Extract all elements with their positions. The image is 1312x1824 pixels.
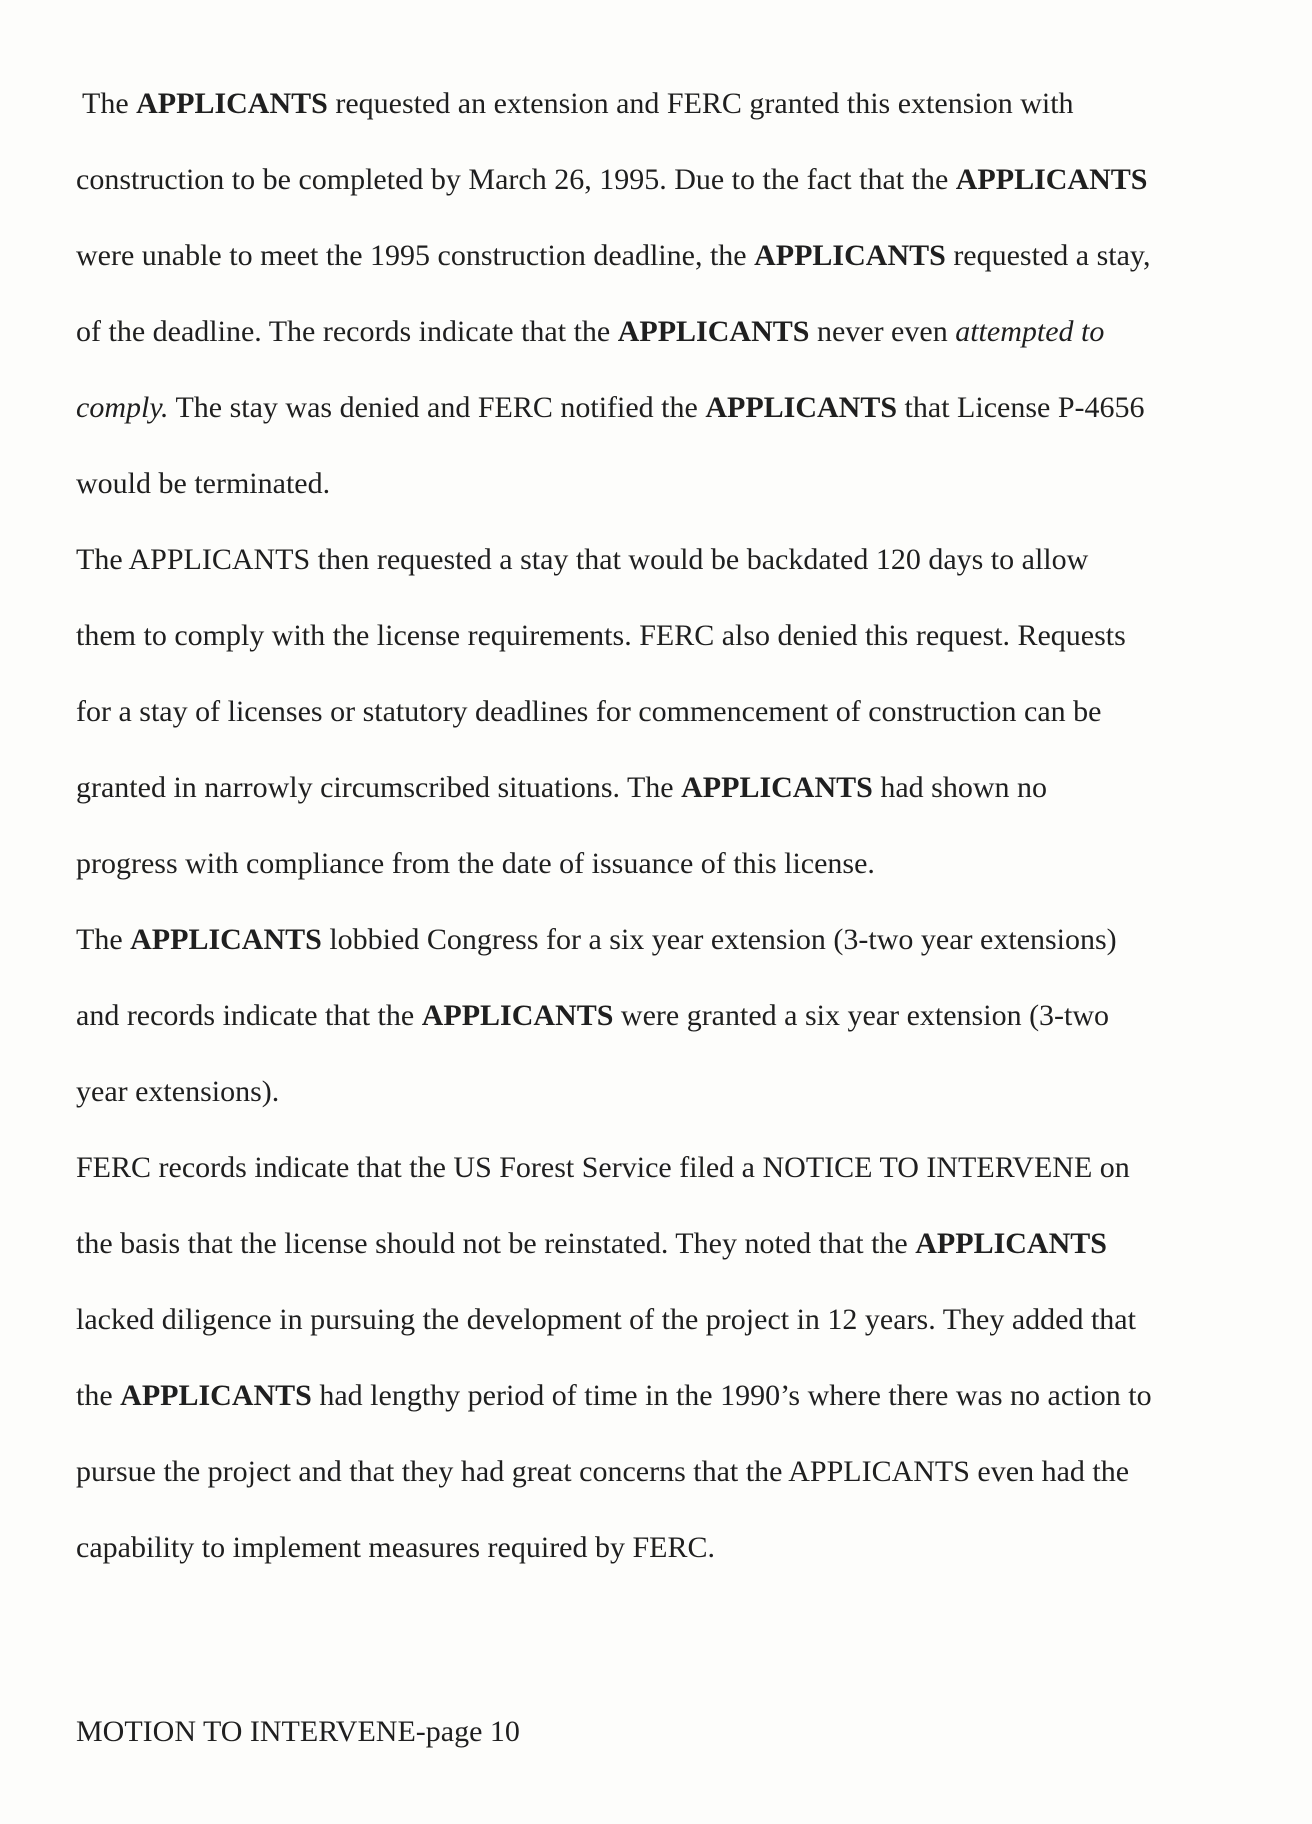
text-line-5: comply. The stay was denied and FERC notified the APPLICANTS that License P-4656 bbox=[76, 391, 1145, 424]
text-line-12: The APPLICANTS lobbied Congress for a six year extension (3-two year extensions) bbox=[76, 923, 1117, 956]
text-line-15: FERC records indicate that the US Forest Service filed a NOTICE TO INTERVENE on bbox=[76, 1151, 1130, 1184]
text-line-10: granted in narrowly circumscribed situations. The APPLICANTS had shown no bbox=[76, 771, 1047, 804]
text-line-20: capability to implement measures required by FERC. bbox=[76, 1531, 716, 1564]
text-line-2: construction to be completed by March 26, 1995. Due to the fact that the APPLICANTS bbox=[76, 163, 1148, 196]
text-line-17: lacked diligence in pursuing the development of the project in 12 years. They added that bbox=[76, 1303, 1136, 1336]
text-line-6: would be terminated. bbox=[76, 467, 331, 500]
document-body bbox=[76, 66, 1276, 1586]
text-line-4: of the deadline. The records indicate that the APPLICANTS never even attempted to bbox=[76, 315, 1105, 348]
text-line-18: the APPLICANTS had lengthy period of time in the 1990’s where there was no action to bbox=[76, 1379, 1152, 1412]
text-line-13: and records indicate that the APPLICANTS were granted a six year extension (3-two bbox=[76, 999, 1110, 1032]
text-line-14: year extensions). bbox=[76, 1075, 280, 1108]
text-line-8: them to comply with the license requirements. FERC also denied this request. Requests bbox=[76, 619, 1126, 652]
page-footer: MOTION TO INTERVENE-page 10 bbox=[76, 1715, 520, 1748]
text-line-16: the basis that the license should not be reinstated. They noted that the APPLICANTS bbox=[76, 1227, 1107, 1260]
text-line-7: The APPLICANTS then requested a stay that would be backdated 120 days to allow bbox=[76, 543, 1089, 576]
text-line-1: The APPLICANTS requested an extension and FERC granted this extension with bbox=[82, 87, 1074, 120]
text-line-11: progress with compliance from the date of issuance of this license. bbox=[76, 847, 875, 880]
text-line-9: for a stay of licenses or statutory deadlines for commencement of construction can be bbox=[76, 695, 1102, 728]
text-line-3: were unable to meet the 1995 construction deadline, the APPLICANTS requested a stay, bbox=[76, 239, 1151, 272]
text-line-19: pursue the project and that they had great concerns that the APPLICANTS even had the bbox=[76, 1455, 1130, 1488]
